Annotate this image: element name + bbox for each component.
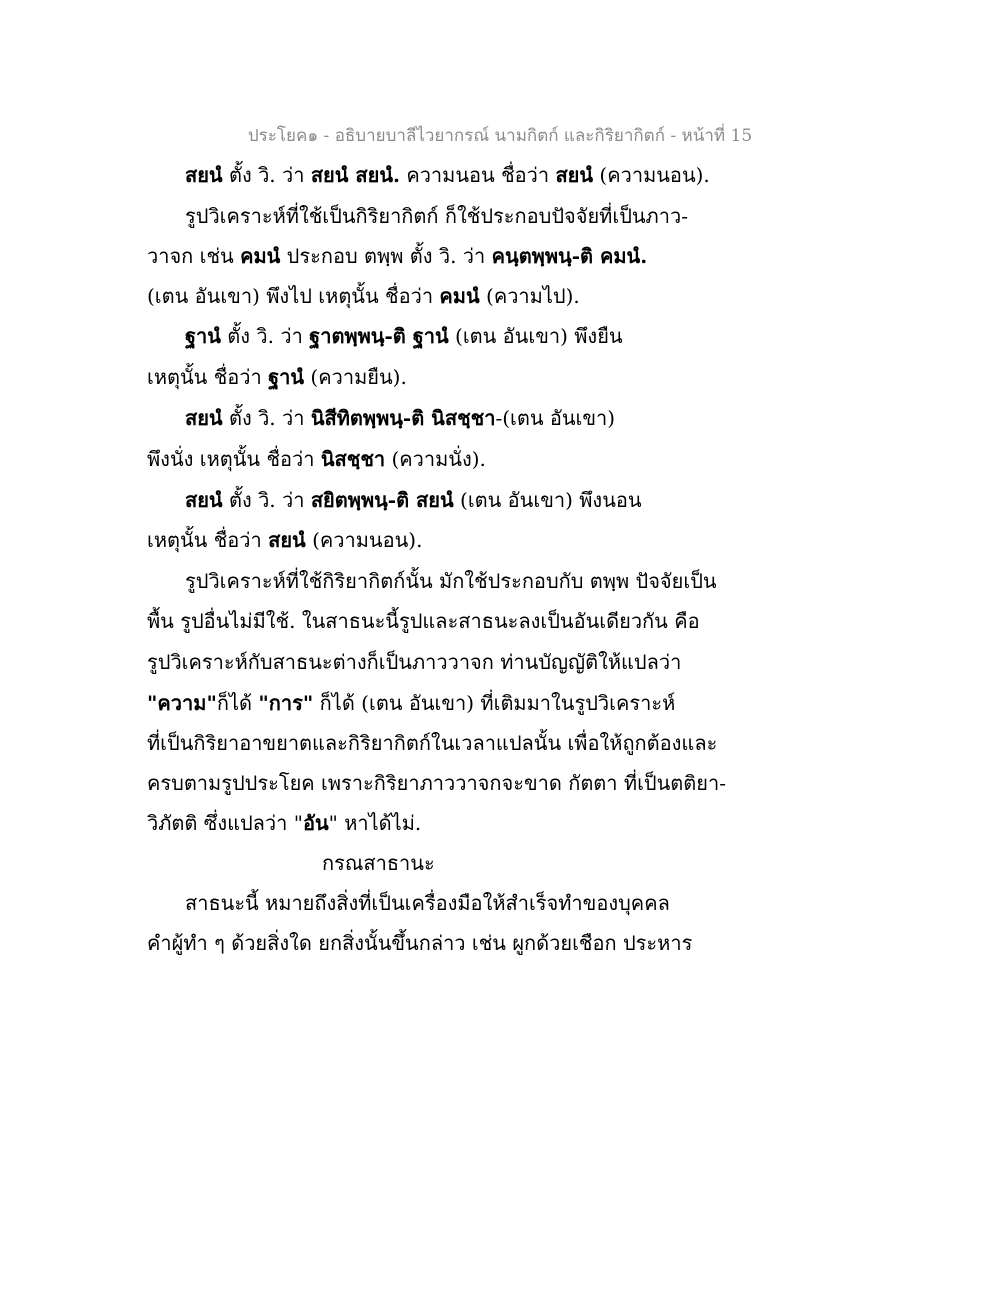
text-run: -(เตน อันเขา) <box>495 406 616 430</box>
term: "ความ" <box>147 691 217 715</box>
text-line <box>147 246 647 266</box>
term: ฐานํ <box>268 365 305 389</box>
text-run: (ความนอน). <box>593 163 710 187</box>
text-run: คำผู้ทำ ๆ ด้วยสิ่งใด ยกสิ่งนั้นขึ้นกล่าว เช่น ผูกด้วยเชือก ประหาร <box>147 931 693 955</box>
text-run: (ความยืน). <box>304 365 407 389</box>
text-line <box>185 893 670 913</box>
text-line <box>185 571 717 591</box>
text-run: (เตน อันเขา) พึงไป เหตุนั้น ชื่อว่า <box>147 284 440 308</box>
term: คมนํ <box>240 244 281 268</box>
text-run: รูปวิเคราะห์ที่ใช้เป็นกิริยากิตก์ ก็ใช้ประกอบปัจจัยที่เป็นภาว- <box>185 204 688 228</box>
text-run: (ความนั่ง). <box>385 447 486 471</box>
text-run: ที่เป็นกิริยาอาขยาตและกิริยากิตก์ในเวลาแปลนั้น เพื่อให้ถูกต้องและ <box>147 731 718 755</box>
text-line <box>147 286 580 306</box>
text-run: ตั้ง วิ. ว่า <box>220 324 310 348</box>
text-line <box>147 449 486 469</box>
term: สยนํ <box>185 406 223 430</box>
term: ฐาตพฺพนฺ-ติ ฐานํ <box>309 324 449 348</box>
term: คมนํ <box>439 284 480 308</box>
text-run: เหตุนั้น ชื่อว่า <box>147 528 269 552</box>
text-run: สาธนะนี้ หมายถึงสิ่งที่เป็นเครื่องมือให้สำเร็จทำของบุคคล <box>185 891 670 915</box>
text-run: พึงนั่ง เหตุนั้น ชื่อว่า <box>147 447 321 471</box>
text-line <box>185 490 642 510</box>
text-run: วาจก เช่น <box>147 244 241 268</box>
term: นิสชฺชา <box>320 447 386 471</box>
text-run: เหตุนั้น ชื่อว่า <box>147 365 269 389</box>
text-run: ก็ได้ <box>216 691 259 715</box>
text-run: พื้น รูปอื่นไม่มีใช้. ในสาธนะนี้รูปและสาธนะลงเป็นอันเดียวกัน คือ <box>147 609 700 633</box>
text-run: รูปวิเคราะห์กับสาธนะต่างก็เป็นภาววาจก ท่านบัญญัติให้แปลว่า <box>147 650 682 674</box>
text-line <box>185 165 710 185</box>
term: นิสีทิตพฺพนฺ-ติ นิสชฺชา <box>310 406 496 430</box>
term: สยนํ <box>268 528 306 552</box>
term: อัน <box>302 811 329 835</box>
text-line <box>147 611 700 631</box>
text-run: (ความไป). <box>479 284 580 308</box>
text-run: วิภัตติ ซึ่งแปลว่า " <box>147 811 303 835</box>
term: "การ" <box>258 691 314 715</box>
text-run: ก็ได้ (เตน อันเขา) ที่เติมมาในรูปวิเคราะห์ <box>313 691 676 715</box>
term: สยนํ <box>185 488 223 512</box>
text-run: " หาได้ไม่. <box>328 811 422 835</box>
text-line <box>147 652 681 672</box>
text-run: (ความนอน). <box>305 528 423 552</box>
page-header: ประโยค๑ - อธิบายบาลีไวยากรณ์ นามกิตก์ และกิริยากิตก์ - หน้าที่ 15 <box>247 126 753 146</box>
text-line <box>147 693 675 713</box>
text-line <box>185 408 615 428</box>
text-line <box>147 933 692 953</box>
heading-text: กรณสาธานะ <box>322 851 435 875</box>
text-line <box>185 326 623 346</box>
text-line <box>185 206 688 226</box>
term: สยนํ <box>185 163 223 187</box>
text-run: (เตน อันเขา) พึงยืน <box>448 324 623 348</box>
text-run: ตั้ง วิ. ว่า <box>222 163 311 187</box>
text-line <box>147 530 422 550</box>
term: สยนํ สยนํ. <box>310 163 400 187</box>
text-line <box>147 773 726 793</box>
term: ฐานํ <box>185 324 221 348</box>
text-line <box>147 733 717 753</box>
text-run: ตั้ง วิ. ว่า <box>222 488 311 512</box>
text-run: ตั้ง วิ. ว่า <box>222 406 311 430</box>
text-run: รูปวิเคราะห์ที่ใช้กิริยากิตก์นั้น มักใช้ประกอบกับ ตพฺพ ปัจจัยเป็น <box>185 569 717 593</box>
term: คนฺตพฺพนฺ-ติ คมนํ. <box>491 244 648 268</box>
term: สยนํ <box>555 163 594 187</box>
text-run: ครบตามรูปประโยค เพราะกิริยาภาววาจกจะขาด กัตตา ที่เป็นตติยา- <box>147 771 726 795</box>
text-run: ความนอน ชื่อว่า <box>399 163 556 187</box>
text-line <box>147 813 421 833</box>
text-run: (เตน อันเขา) พึงนอน <box>453 488 642 512</box>
term: สยิตพฺพนฺ-ติ สยนํ <box>310 488 454 512</box>
section-heading <box>322 853 435 873</box>
text-line <box>147 367 407 387</box>
text-run: ประกอบ ตพฺพ ตั้ง วิ. ว่า <box>280 244 492 268</box>
